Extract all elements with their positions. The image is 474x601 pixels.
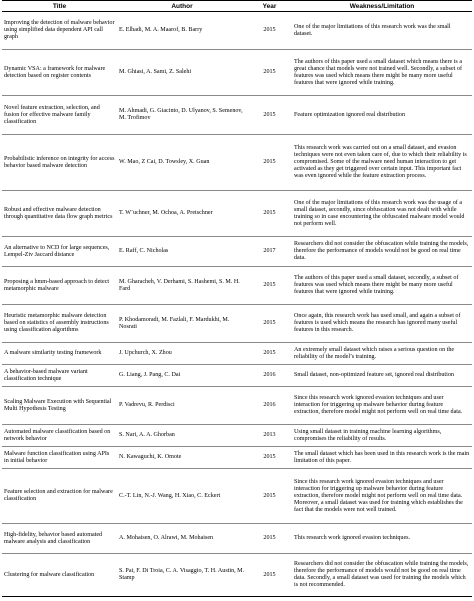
cell-weakness: Since this research work ignored evasion techniques and user interaction for triggering up malware behavior during feature extraction, therefore model might not perform well on real time data. — [292, 387, 472, 425]
table-row — [2, 191, 472, 237]
cell-author: N. Kawaguchi, K. Omote — [117, 447, 247, 469]
cell-title: High-fidelity, behavior based automated malware analysis and classification — [2, 524, 117, 554]
cell-author: P. Vadrevu, R. Perdisci — [117, 387, 247, 425]
cell-title: Robust and effective malware detection through quantitative data flow graph metrics — [2, 191, 117, 237]
cell-title: Feature selection and extraction for malware classification — [2, 469, 117, 524]
cell-year: 2016 — [247, 365, 292, 387]
cell-title: Malware function classification using APIs in initial behavior — [2, 447, 117, 469]
cell-year: 2015 — [247, 12, 292, 50]
cell-title: A behavior-based malware variant classification technique — [2, 365, 117, 387]
cell-year: 2015 — [247, 191, 292, 237]
table-row — [2, 447, 472, 469]
table-row — [2, 305, 472, 343]
table-row — [2, 237, 472, 267]
header-title: Title — [2, 1, 117, 12]
cell-weakness: The authors of this paper used a small dataset which means there is a great chance that models were not trained well. Secondly, a subset of features was used which means there might be many more useful features that were ignored while training. — [292, 50, 472, 96]
cell-year: 2015 — [247, 343, 292, 365]
cell-weakness: The small dataset which has been used in this research work is the main limitation of this paper. — [292, 447, 472, 469]
cell-weakness: Feature optimization ignored real distribution — [292, 96, 472, 135]
cell-title: Proposing a hmm-based approach to detect metamorphic malware — [2, 267, 117, 305]
table-row — [2, 425, 472, 447]
cell-title: Clustering for malware classification — [2, 554, 117, 597]
cell-weakness: Researchers did not consider the obfuscation while training the models, therefore the performance of models would not be good on real time data. Secondly, a small dataset was used for training the models which is not recommended. — [292, 554, 472, 597]
table-body — [2, 12, 472, 597]
table-row — [2, 96, 472, 135]
table-row — [2, 267, 472, 305]
cell-title: Dynamic VSA: a framework for malware detection based on register contents — [2, 50, 117, 96]
cell-title: A malware similarity testing framework — [2, 343, 117, 365]
cell-year: 2015 — [247, 96, 292, 135]
cell-year: 2015 — [247, 554, 292, 597]
table-row — [2, 469, 472, 524]
cell-author: E. Raff, C. Nicholas — [117, 237, 247, 267]
cell-year: 2016 — [247, 387, 292, 425]
cell-title: Improving the detection of malware behavior using simplified data dependent API call graph — [2, 12, 117, 50]
header-weakness: Weakness/Limitation — [292, 1, 472, 12]
cell-year: 2015 — [247, 135, 292, 191]
cell-author: P. Khodamoradi, M. Fazlali, F. Mardukhi, M. Nosrati — [117, 305, 247, 343]
table-row — [2, 387, 472, 425]
cell-year: 2015 — [247, 524, 292, 554]
table-row — [2, 554, 472, 597]
cell-year: 2013 — [247, 425, 292, 447]
table-row — [2, 135, 472, 191]
table-row — [2, 343, 472, 365]
cell-author: E. Elhadi, M. A. Maarof, B. Barry — [117, 12, 247, 50]
table-row — [2, 50, 472, 96]
cell-title: Scaling Malware Execution with Sequential Multi Hypothesis Testing — [2, 387, 117, 425]
cell-weakness: Using small dataset in training machine learning algorithms, compromises the reliability of results. — [292, 425, 472, 447]
cell-weakness: An extremely small dataset which raises a serious question on the reliability of the model’s training. — [292, 343, 472, 365]
cell-author: M. Gharacheh, V. Derhami, S. Hashemi, S. M. H. Fard — [117, 267, 247, 305]
literature-table — [2, 0, 472, 597]
cell-weakness: Small dataset, non-optimized feature set, ignored real distribution — [292, 365, 472, 387]
cell-weakness: Researchers did not consider the obfuscation while training the models, therefore the performance of models would not be good on real time data. — [292, 237, 472, 267]
cell-author: A. Mohaisen, O. Alrawi, M. Mohaisen — [117, 524, 247, 554]
cell-author: T. W¨uchner, M. Ochoa, A. Pretschner — [117, 191, 247, 237]
cell-title: Heuristic metamorphic malware detection based on statistics of assembly instructions using classification algorithms — [2, 305, 117, 343]
cell-year: 2015 — [247, 267, 292, 305]
cell-year: 2015 — [247, 50, 292, 96]
cell-author: G. Liang, J. Pang, C. Dai — [117, 365, 247, 387]
table-row — [2, 524, 472, 554]
cell-author: M. Ghiasi, A. Sami, Z. Salehi — [117, 50, 247, 96]
cell-title: Probabilistic inference on integrity for access behavior based malware detection — [2, 135, 117, 191]
header-year: Year — [247, 1, 292, 12]
cell-author: J. Upchurch, X. Zhou — [117, 343, 247, 365]
cell-weakness: One of the major limitations of this research work was the small dataset. — [292, 12, 472, 50]
table-row — [2, 365, 472, 387]
cell-year: 2015 — [247, 305, 292, 343]
cell-year: 2015 — [247, 469, 292, 524]
cell-weakness: Once again, this research work has used small, and again a subset of features is used which means the research has ignored many useful features in this research. — [292, 305, 472, 343]
cell-title: An alternative to NCD for large sequences, Lempel-Ziv Jaccard distance — [2, 237, 117, 267]
cell-weakness: One of the major limitations of this research work was the usage of a small dataset, secondly, since obfuscation was not dealt with while training so in case encountering the obfuscated malware model would not perform well. — [292, 191, 472, 237]
table-header — [2, 1, 472, 12]
cell-title: Novel feature extraction, selection, and fusion for effective malware family classification — [2, 96, 117, 135]
cell-author: M. Ahmadi, G. Giacinto, D. Ulyanov, S. Semenov, M. Trofimov — [117, 96, 247, 135]
cell-author: W. Mao, Z Cai, D. Towsley, X. Guan — [117, 135, 247, 191]
cell-weakness: The authors of this paper used a small dataset, secondly, a subset of features was used which means there might be many more useful features that were ignored while training. — [292, 267, 472, 305]
cell-year: 2015 — [247, 447, 292, 469]
cell-title: Automated malware classification based on network behavior — [2, 425, 117, 447]
header-author: Author — [117, 1, 247, 12]
cell-year: 2017 — [247, 237, 292, 267]
cell-author: S. Pai, F. Di Troia, C. A. Visaggio, T. H. Austin, M. Stamp — [117, 554, 247, 597]
cell-author: S. Nari, A. A. Ghorban — [117, 425, 247, 447]
header-row — [2, 1, 472, 12]
cell-author: C.-T. Lin, N.-J. Wang, H. Xiao, C. Eckert — [117, 469, 247, 524]
table-row — [2, 12, 472, 50]
cell-weakness: This research work ignored evasion techniques. — [292, 524, 472, 554]
cell-weakness: This research work was carried out on a small dataset, and evasion techniques were not even taken care of, due to which their reliability is compromised. Some of the malware need human interaction to get activated as they get triggered over certain input. This important fact was even ignored while the feature extraction process. — [292, 135, 472, 191]
cell-weakness: Since this research work ignored evasion techniques and user interaction for triggering up malware behavior during feature extraction, therefore model might not perform well on real time data. Moreover, a small dataset was used for training which establishes the fact that the models were not well trained. — [292, 469, 472, 524]
